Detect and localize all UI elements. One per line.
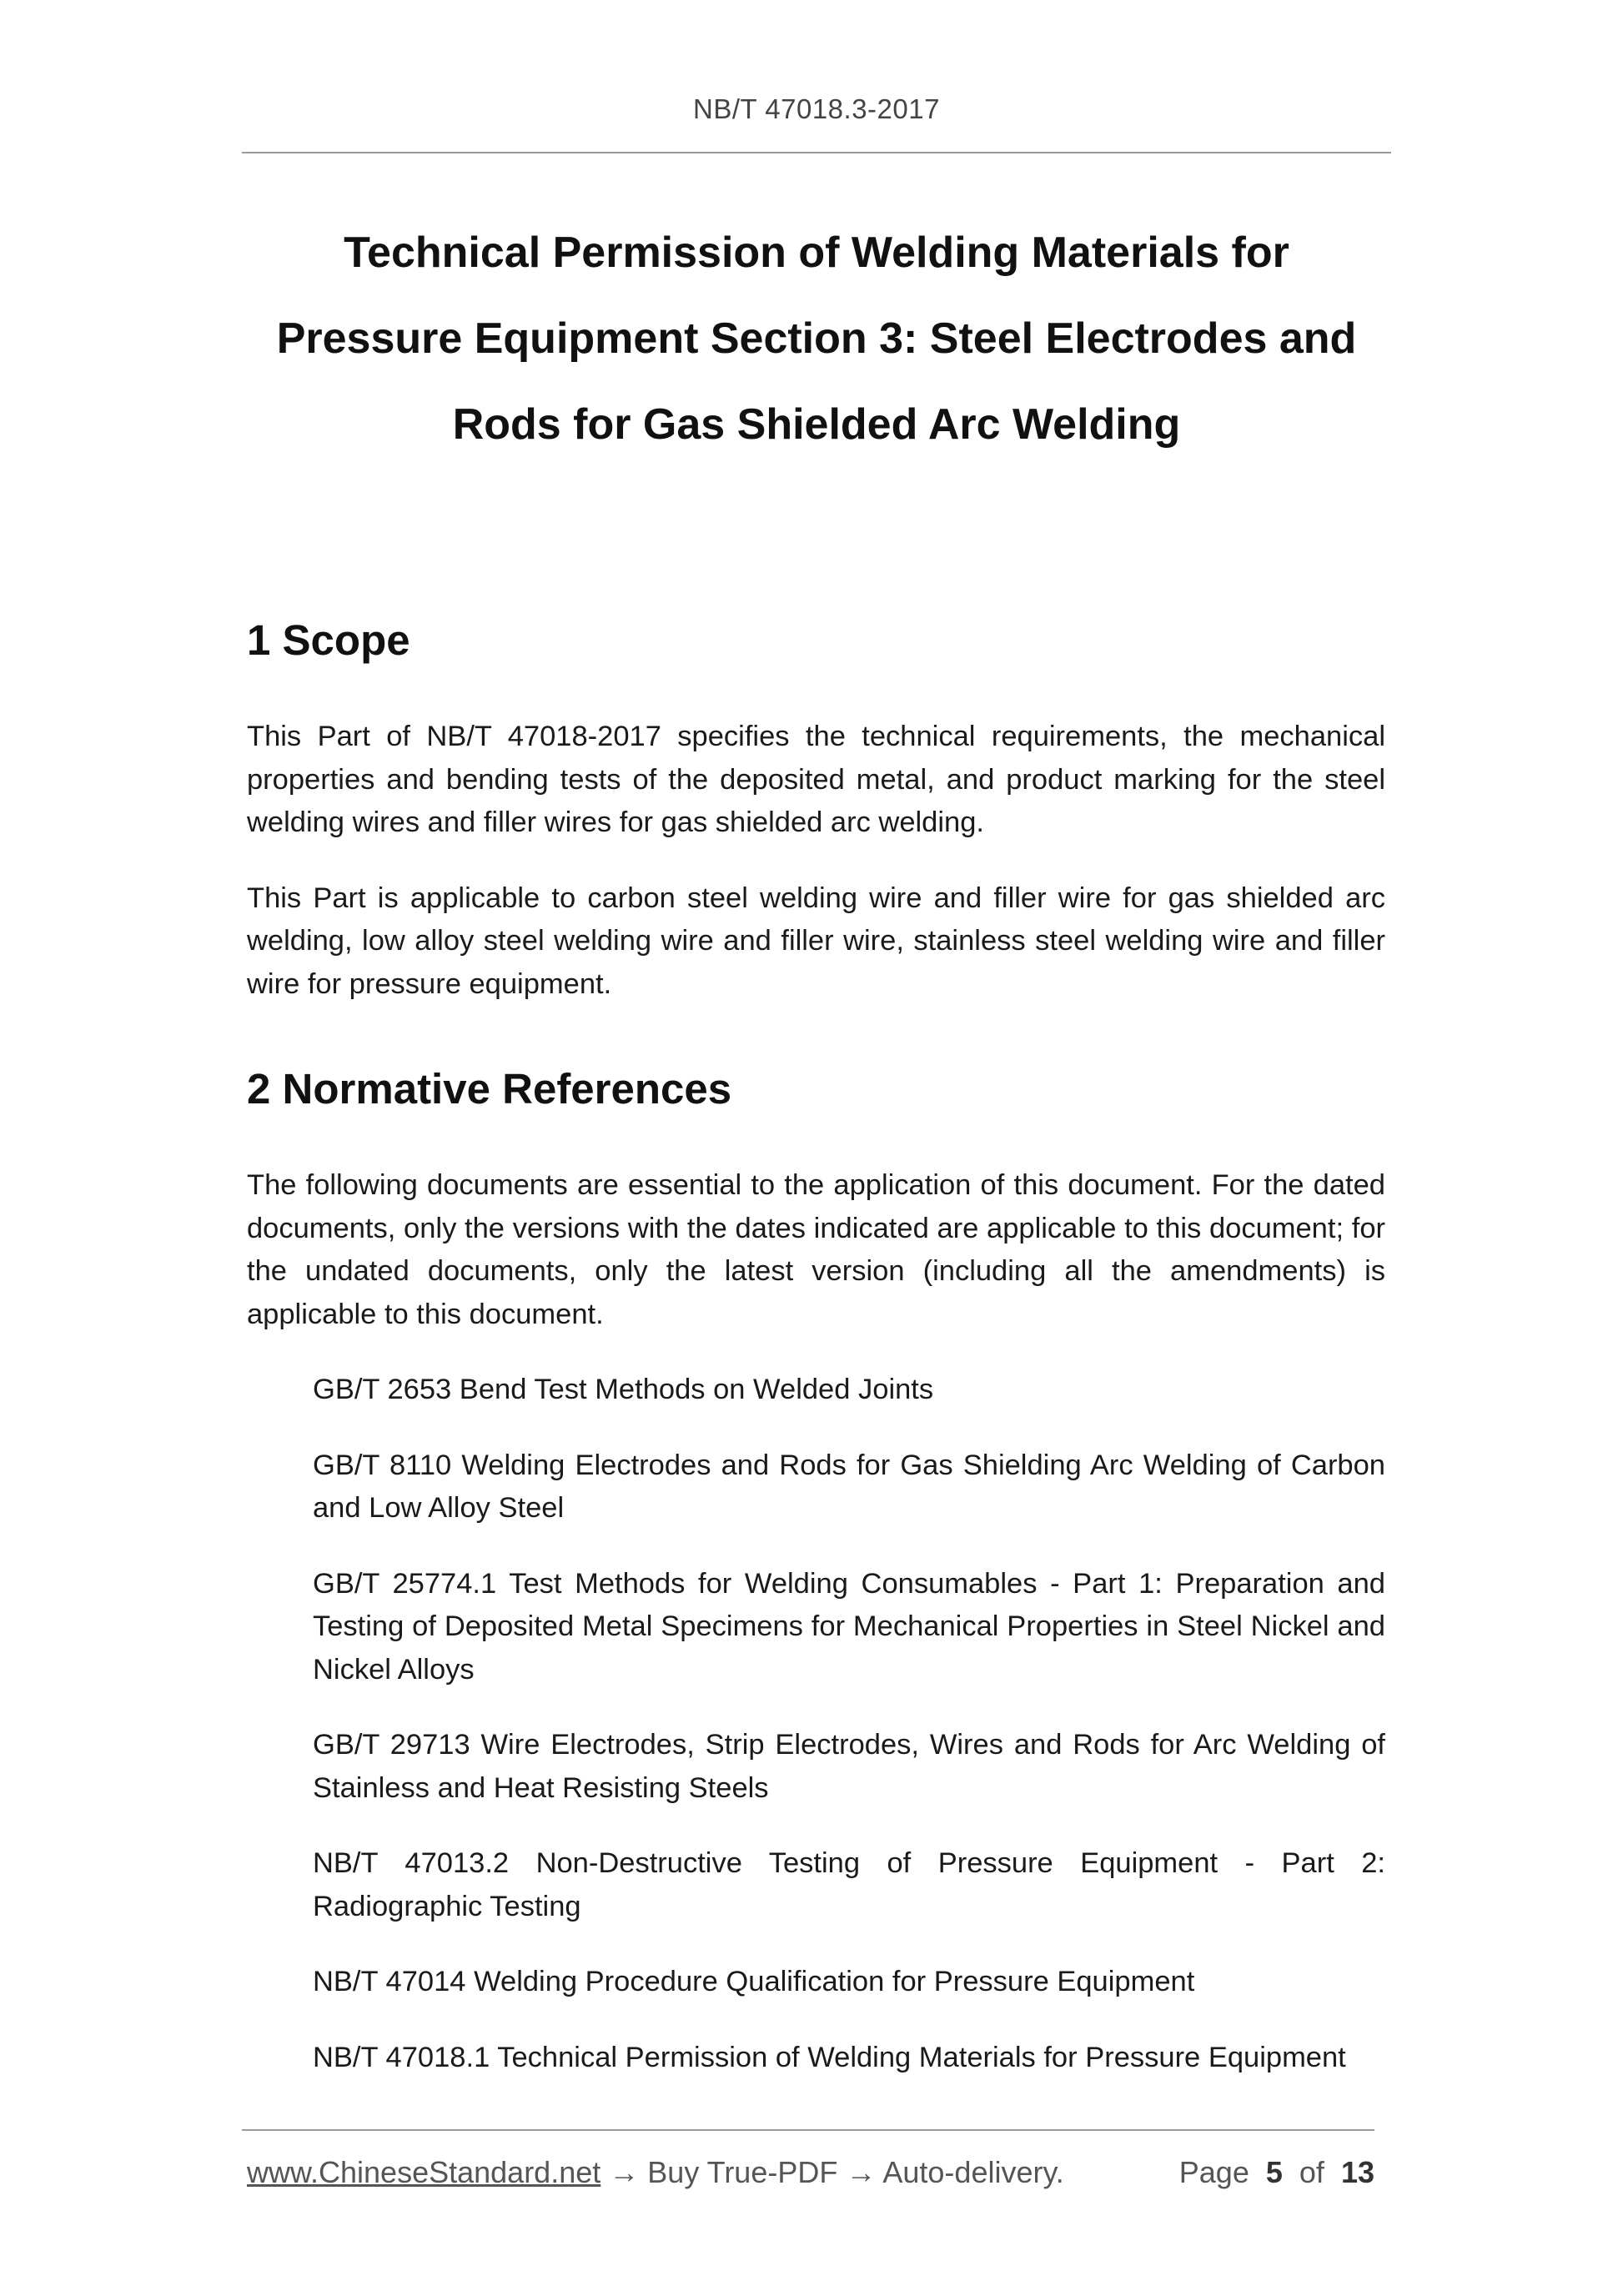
references-intro-paragraph: The following documents are essential to the application of this document. For the dated documents, only the versions with the dates indicated are applicable to this document; for the undated documents, only the latest version (including all the amendments) is applicable to this document. — [247, 1169, 1385, 1330]
footer-buy-text: Buy True-PDF — [647, 2155, 838, 2189]
title-line: Rods for Gas Shielded Arc Welding — [452, 400, 1181, 449]
arrow-right-icon: → — [609, 2155, 640, 2189]
reference-item: NB/T 47014 Welding Procedure Qualification for Pressure Equipment — [313, 1966, 1195, 1997]
section-scope — [247, 607, 1385, 1006]
document-body — [247, 607, 1385, 2112]
title-line: Pressure Equipment Section 3: Steel Electrodes and — [276, 314, 1357, 363]
total-pages-number: 13 — [1340, 2155, 1374, 2189]
section-heading-normative-references: 2 Normative References — [247, 1065, 732, 1113]
document-title — [242, 210, 1391, 468]
website-link[interactable]: www.ChineseStandard.net — [247, 2155, 601, 2189]
running-header: NB/T 47018.3-2017 — [693, 93, 940, 124]
footer-promo — [247, 2155, 1064, 2190]
page-of-label: of — [1299, 2155, 1324, 2189]
reference-item: GB/T 25774.1 Test Methods for Welding Consumables - Part 1: Preparation and Testing of Deposited Metal Specimens for Mechanical Properties in Steel Nickel and Nickel Alloys — [313, 1567, 1385, 1686]
section-heading-scope: 1 Scope — [247, 616, 410, 664]
header-divider — [242, 152, 1391, 153]
reference-item: GB/T 8110 Welding Electrodes and Rods for Gas Shielding Arc Welding of Carbon and Low Alloy Steel — [313, 1449, 1385, 1524]
arrow-right-icon: → — [846, 2155, 877, 2189]
reference-list — [247, 1369, 1385, 2079]
reference-item: NB/T 47018.1 Technical Permission of Welding Materials for Pressure Equipment — [313, 2041, 1346, 2073]
page-label: Page — [1178, 2155, 1249, 2189]
page-footer — [247, 2155, 1374, 2197]
scope-paragraph: This Part of NB/T 47018-2017 specifies the technical requirements, the mechanical properties and bending tests of the deposited metal, and product marking for the steel welding wires and filler wires for gas shielded arc welding. — [247, 721, 1385, 838]
scope-paragraph: This Part is applicable to carbon steel welding wire and filler wire for gas shielded arc welding, low alloy steel welding wire and filler wire, stainless steel welding wire and filler wire for pressure equipment. — [247, 882, 1385, 1000]
footer-divider — [242, 2129, 1374, 2131]
reference-item: GB/T 2653 Bend Test Methods on Welded Joints — [313, 1374, 934, 1405]
reference-item: NB/T 47013.2 Non-Destructive Testing of Pressure Equipment - Part 2: Radiographic Testing — [313, 1847, 1385, 1922]
current-page-number: 5 — [1265, 2155, 1283, 2189]
page-indicator — [1179, 2155, 1374, 2190]
section-normative-references — [247, 1056, 1385, 2079]
footer-delivery-text: Auto-delivery. — [882, 2155, 1064, 2189]
title-line: Technical Permission of Welding Materials for — [344, 229, 1289, 277]
reference-item: GB/T 29713 Wire Electrodes, Strip Electrodes, Wires and Rods for Arc Welding of Stainless and Heat Resisting Steels — [313, 1729, 1385, 1804]
